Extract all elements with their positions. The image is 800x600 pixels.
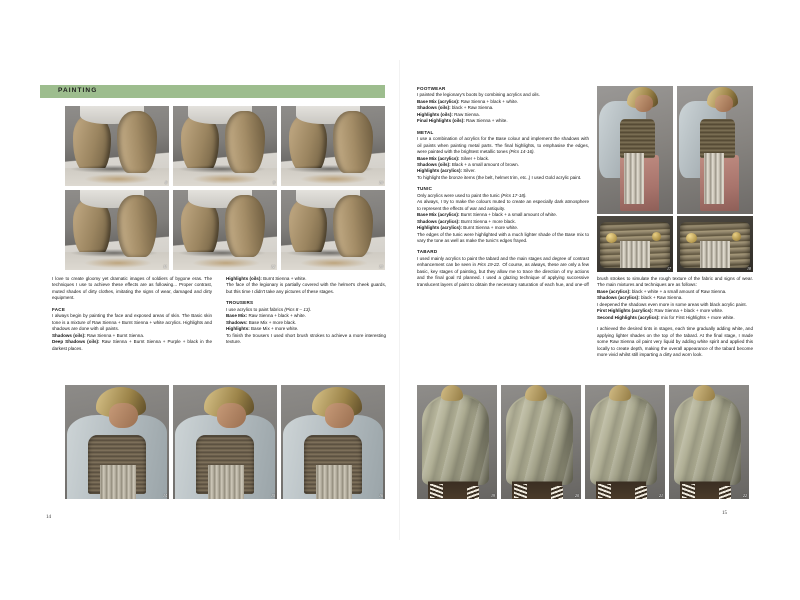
- photo-number: 15: [271, 493, 275, 498]
- hi-value: Base Mix + more white.: [249, 326, 299, 332]
- m-base-value: Silver + black.: [459, 155, 490, 161]
- photo-number: 13: [379, 264, 383, 269]
- page-gutter: [399, 60, 400, 540]
- photo-boots-11: [65, 190, 169, 270]
- hi-label: Highlights:: [226, 326, 250, 332]
- tabard-deepen: I deepened the shadows even more in some areas with black acrylic paint.: [597, 301, 747, 307]
- intro-paragraph: I love to create gloomy yet dramatic images of soldiers of bygone eras. The techniques I use to achieve these effects are as following... Proper contrast, muted shades of dirty clothes, imitating the signs of wear, damaged and dirty equipment.: [52, 276, 212, 301]
- painting-section-label: PAINTING: [58, 86, 98, 94]
- metal-pic-ref: (Pics 14-16).: [509, 149, 535, 155]
- metal-body-text: I use a combination of acrylics for the Base colour and implement the shadows with oil paints when painting metal parts. The final highlights, to emphasise the edges, were painted with the brightest metallic tones: [417, 136, 589, 155]
- face-body: I always begin by painting the face and exposed areas of skin. The Basic skin tone is a mixture of Raw Sienna + Burnt Sienna + white acrylics. Highlights and shadows are done with oil paints.: [52, 313, 212, 332]
- face-deep-label: Deep Shadows (oils):: [52, 339, 100, 345]
- folio-right: 15: [722, 511, 727, 516]
- photo-tunic-front-a: [597, 86, 673, 214]
- m-hi-label: Highlights (acrylics):: [417, 168, 462, 174]
- face-heading: FACE: [52, 306, 66, 312]
- fw-final-label: Final Highlights (oils):: [417, 118, 465, 124]
- m-shadows-label: Shadows (oils):: [417, 161, 451, 167]
- tunic-heading: TUNIC: [417, 186, 433, 192]
- photo-number: 20: [575, 493, 579, 498]
- fw-hi-value: Raw Sienna.: [452, 111, 480, 117]
- footwear-final-line: [417, 118, 589, 124]
- m-shadows-value: Black + a small amount of brown.: [450, 161, 519, 167]
- photo-number: 17: [667, 266, 671, 271]
- folio-left: 14: [46, 515, 51, 520]
- photo-number: 11: [163, 264, 167, 269]
- trousers-outro: To finish the trousers I used short brush strokes to achieve a more interesting texture.: [226, 332, 386, 345]
- tb-base-value: black + white + a small amount of Raw Sienna.: [630, 288, 727, 294]
- trousers-pic-ref: (Pics 8 – 13).: [284, 306, 312, 312]
- photo-boots-8: [65, 106, 169, 186]
- photo-number: 8: [165, 180, 167, 185]
- photo-cloak-21: [585, 385, 665, 499]
- highlights-label: Highlights (oils):: [226, 276, 262, 281]
- t-base-label: Base Mix (acrylics):: [417, 212, 460, 218]
- photo-tunic-front-b: [677, 86, 753, 214]
- metal-outro: To highlight the bronze items (the belt, helmet trim, etc.,) I used Gold acrylic paint.: [417, 174, 582, 180]
- tabard-body-text-b: Of course, as always, these are only a few basic, key stages of painting, but they allow me to trace the direction of my actions and the final goal I'd planned. I used a glazing technique of applying successive translucent layers of paint to obtain the necessary saturation of each hue, and one-off: [417, 262, 589, 287]
- photo-tunic-detail-17: [597, 216, 673, 272]
- tb-second-label: Second Highlights (acrylics):: [597, 314, 660, 320]
- photo-cloak-20: [501, 385, 581, 499]
- photo-tunic-detail-18: [677, 216, 753, 272]
- face-deep-shadows-line: [52, 339, 212, 352]
- photo-boots-12: [173, 190, 277, 270]
- fw-shadows-label: Shadows (oils):: [417, 105, 451, 111]
- face-deep-value: Raw Sienna + Burnt Sienna + Purple + black in the darkest places.: [52, 339, 212, 351]
- fw-final-value: Raw Sienna + white.: [464, 118, 508, 124]
- photo-boots-9: [173, 106, 277, 186]
- tabard-body-text-a: I used mainly acrylics to paint the tabard and the main stages and degree of contrast enhancement can be seen in: [417, 255, 589, 268]
- photo-number: 10: [379, 180, 383, 185]
- tb-first-value: Raw Sienna + black + more white.: [653, 308, 724, 314]
- shadows-value: Base Mix + more black.: [247, 319, 297, 325]
- photo-cloak-22: [669, 385, 749, 499]
- tunic-intro-text: Only acrylics were used to paint the tunic: [417, 192, 501, 198]
- photo-number: 9: [273, 180, 275, 185]
- fw-base-label: Base Mix (acrylics):: [417, 98, 460, 104]
- base-value: Raw Sienna + black + white.: [247, 313, 306, 319]
- photo-cloak-19: [417, 385, 497, 499]
- footwear-intro: I painted the legionary's boots by combining acrylics and oils.: [417, 92, 540, 98]
- photo-bust-16: [281, 385, 385, 499]
- m-hi-value: Silver.: [461, 168, 476, 174]
- trousers-intro-text: I use acrylics to paint fabrics: [226, 306, 285, 312]
- trousers-heading: TROUSERS: [226, 300, 254, 306]
- right-page-column-2: [597, 276, 753, 363]
- photo-number: 21: [659, 493, 663, 498]
- fw-hi-label: Highlights (oils):: [417, 111, 453, 117]
- photo-number: 19: [491, 493, 495, 498]
- tb-second-value: mix for First Highlights + more white.: [659, 314, 735, 320]
- tb-first-label: First Highlights (acrylics):: [597, 308, 654, 314]
- t-shadows-label: Shadows (acrylics):: [417, 218, 460, 224]
- photo-boots-10: [281, 106, 385, 186]
- fw-shadows-value: black + Raw Sienna.: [450, 105, 494, 111]
- t-hi-label: Highlights (acrylics):: [417, 225, 462, 231]
- photo-number: 14: [163, 493, 167, 498]
- photo-number: 12: [271, 264, 275, 269]
- shadows-label: Shadows:: [226, 319, 248, 325]
- photo-number: 18: [747, 266, 751, 271]
- highlights-value: Burnt Sienna + white.: [261, 276, 307, 281]
- right-page-column-1: [417, 86, 589, 293]
- tabard-pic-ref: Pics 19-22.: [477, 262, 501, 268]
- photo-number: 22: [743, 493, 747, 498]
- tunic-outro: The edges of the tunic were highlighted with a much lighter shade of the Base mix to vary the tone as well as make the tunic's edges frayed.: [417, 231, 589, 243]
- tb-shadows-label: Shadows (acrylics):: [597, 295, 640, 301]
- fw-base-value: Raw Sienna + black + white.: [459, 98, 519, 104]
- m-base-label: Base Mix (acrylics):: [417, 155, 460, 161]
- tabard-second-hi-line: [597, 315, 753, 321]
- metal-body: [417, 136, 589, 155]
- t-shadows-value: Burnt Sienna + more black.: [459, 218, 516, 224]
- tabard-body: [417, 256, 589, 288]
- tabard-outro: I achieved the desired tints in stages, each time gradually adding white, and applying lighter shades on the top of the tabard. At the final stage, I made some Raw Sienna oil paint very liquid by adding white spirit and applied this locally to create depth, making the overall appearance of the tabard become more vivid whilst still imparting a dirty and worn look.: [597, 326, 753, 357]
- photo-bust-15: [173, 385, 277, 499]
- left-page-column-2: [226, 276, 386, 351]
- tabard-heading: TABARD: [417, 249, 438, 255]
- left-page-column-1: [52, 276, 212, 357]
- tabard-cont: brush strokes to simulate the rough texture of the fabric and signs of wear. The main mixtures and techniques are as follows:: [597, 276, 753, 288]
- footwear-heading: FOOTWEAR: [417, 86, 446, 91]
- tb-base-label: Base (acrylics):: [597, 288, 631, 294]
- base-label: Base Mix:: [226, 313, 248, 319]
- t-base-value: Burnt Sienna + black + a small amount of white.: [459, 212, 558, 218]
- tunic-intro-b: As always, I try to make the colours muted to create an especially dark atmosphere to represent the effects of war and antiquity.: [417, 199, 589, 211]
- face-note: The face of the legionary is partially covered with the helmet's cheek guards, but this time I didn't take any pictures of these stages.: [226, 282, 386, 294]
- photo-number: 16: [379, 493, 383, 498]
- tb-shadows-value: black + Raw Sienna.: [639, 295, 683, 301]
- face-shadows-value: Raw Sienna + Burnt Sienna.: [85, 332, 145, 338]
- photo-boots-13: [281, 190, 385, 270]
- photo-bust-14: [65, 385, 169, 499]
- t-hi-value: Burnt Sienna + more white.: [461, 225, 519, 231]
- face-shadows-label: Shadows (oils):: [52, 332, 86, 338]
- metal-heading: METAL: [417, 129, 434, 135]
- tunic-pic-ref: (Pics 17-18).: [500, 192, 527, 198]
